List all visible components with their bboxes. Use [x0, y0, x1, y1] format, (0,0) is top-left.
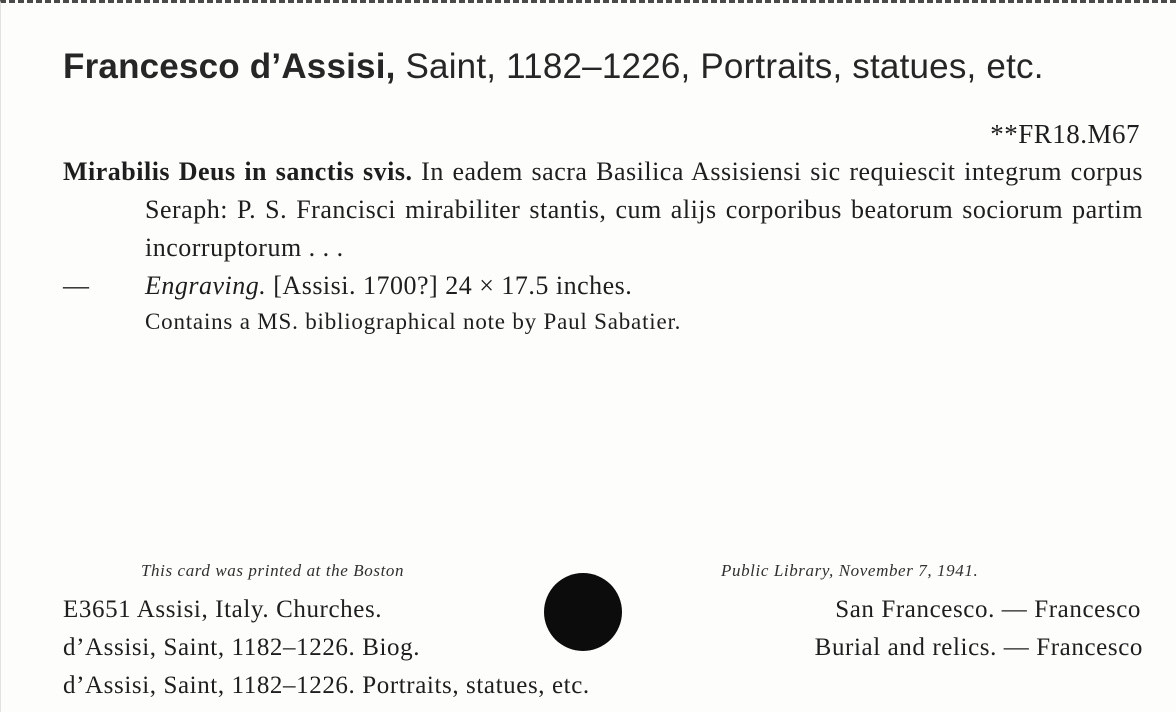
heading-rest: Saint, 1182–1226, Portraits, statues, etc. — [395, 47, 1044, 86]
heading-name: Francesco d’Assisi, — [63, 47, 396, 86]
entry-title: Mirabilis Deus in sanctis svis. — [63, 157, 413, 186]
tracing-full: d’Assisi, Saint, 1182–1226. Portraits, statues, etc. — [63, 672, 590, 699]
subject-heading — [63, 47, 1143, 87]
tracing-left: E3651 Assisi, Italy. Churches. — [63, 596, 383, 623]
entry-dash: — — [63, 271, 90, 300]
tracing-row — [63, 667, 1143, 705]
printed-note-left: This card was printed at the Boston — [141, 561, 405, 580]
entry-note: Contains a MS. bibliographical note by Paul Sabatier. — [145, 309, 682, 334]
bibliographic-entry — [63, 153, 1143, 339]
entry-imprint: [Assisi. 1700?] 24 × 17.5 inches. — [266, 271, 633, 300]
tracing-row — [63, 591, 1143, 629]
entry-medium: Engraving. — [145, 271, 267, 300]
tracing-row — [63, 629, 1143, 667]
subject-tracings — [63, 591, 1143, 705]
entry-physical-description — [63, 267, 1143, 305]
entry-main — [63, 153, 1143, 267]
tracing-left: d’Assisi, Saint, 1182–1226. Biog. — [63, 634, 421, 661]
tracing-right: Burial and relics. — Francesco — [814, 634, 1143, 661]
printed-note-right: Public Library, November 7, 1941. — [721, 561, 979, 580]
tracing-right: San Francesco. — Francesco — [835, 596, 1141, 623]
call-number: **FR18.M67 — [990, 119, 1140, 149]
entry-text: In eadem sacra Basilica Assisiensi sic requiescit integrum corpus Seraph: P. S. Francisci mirabiliter stantis, cum alijs corporibus beatorum sociorum partim incorruptorum . . . — [145, 157, 1143, 262]
